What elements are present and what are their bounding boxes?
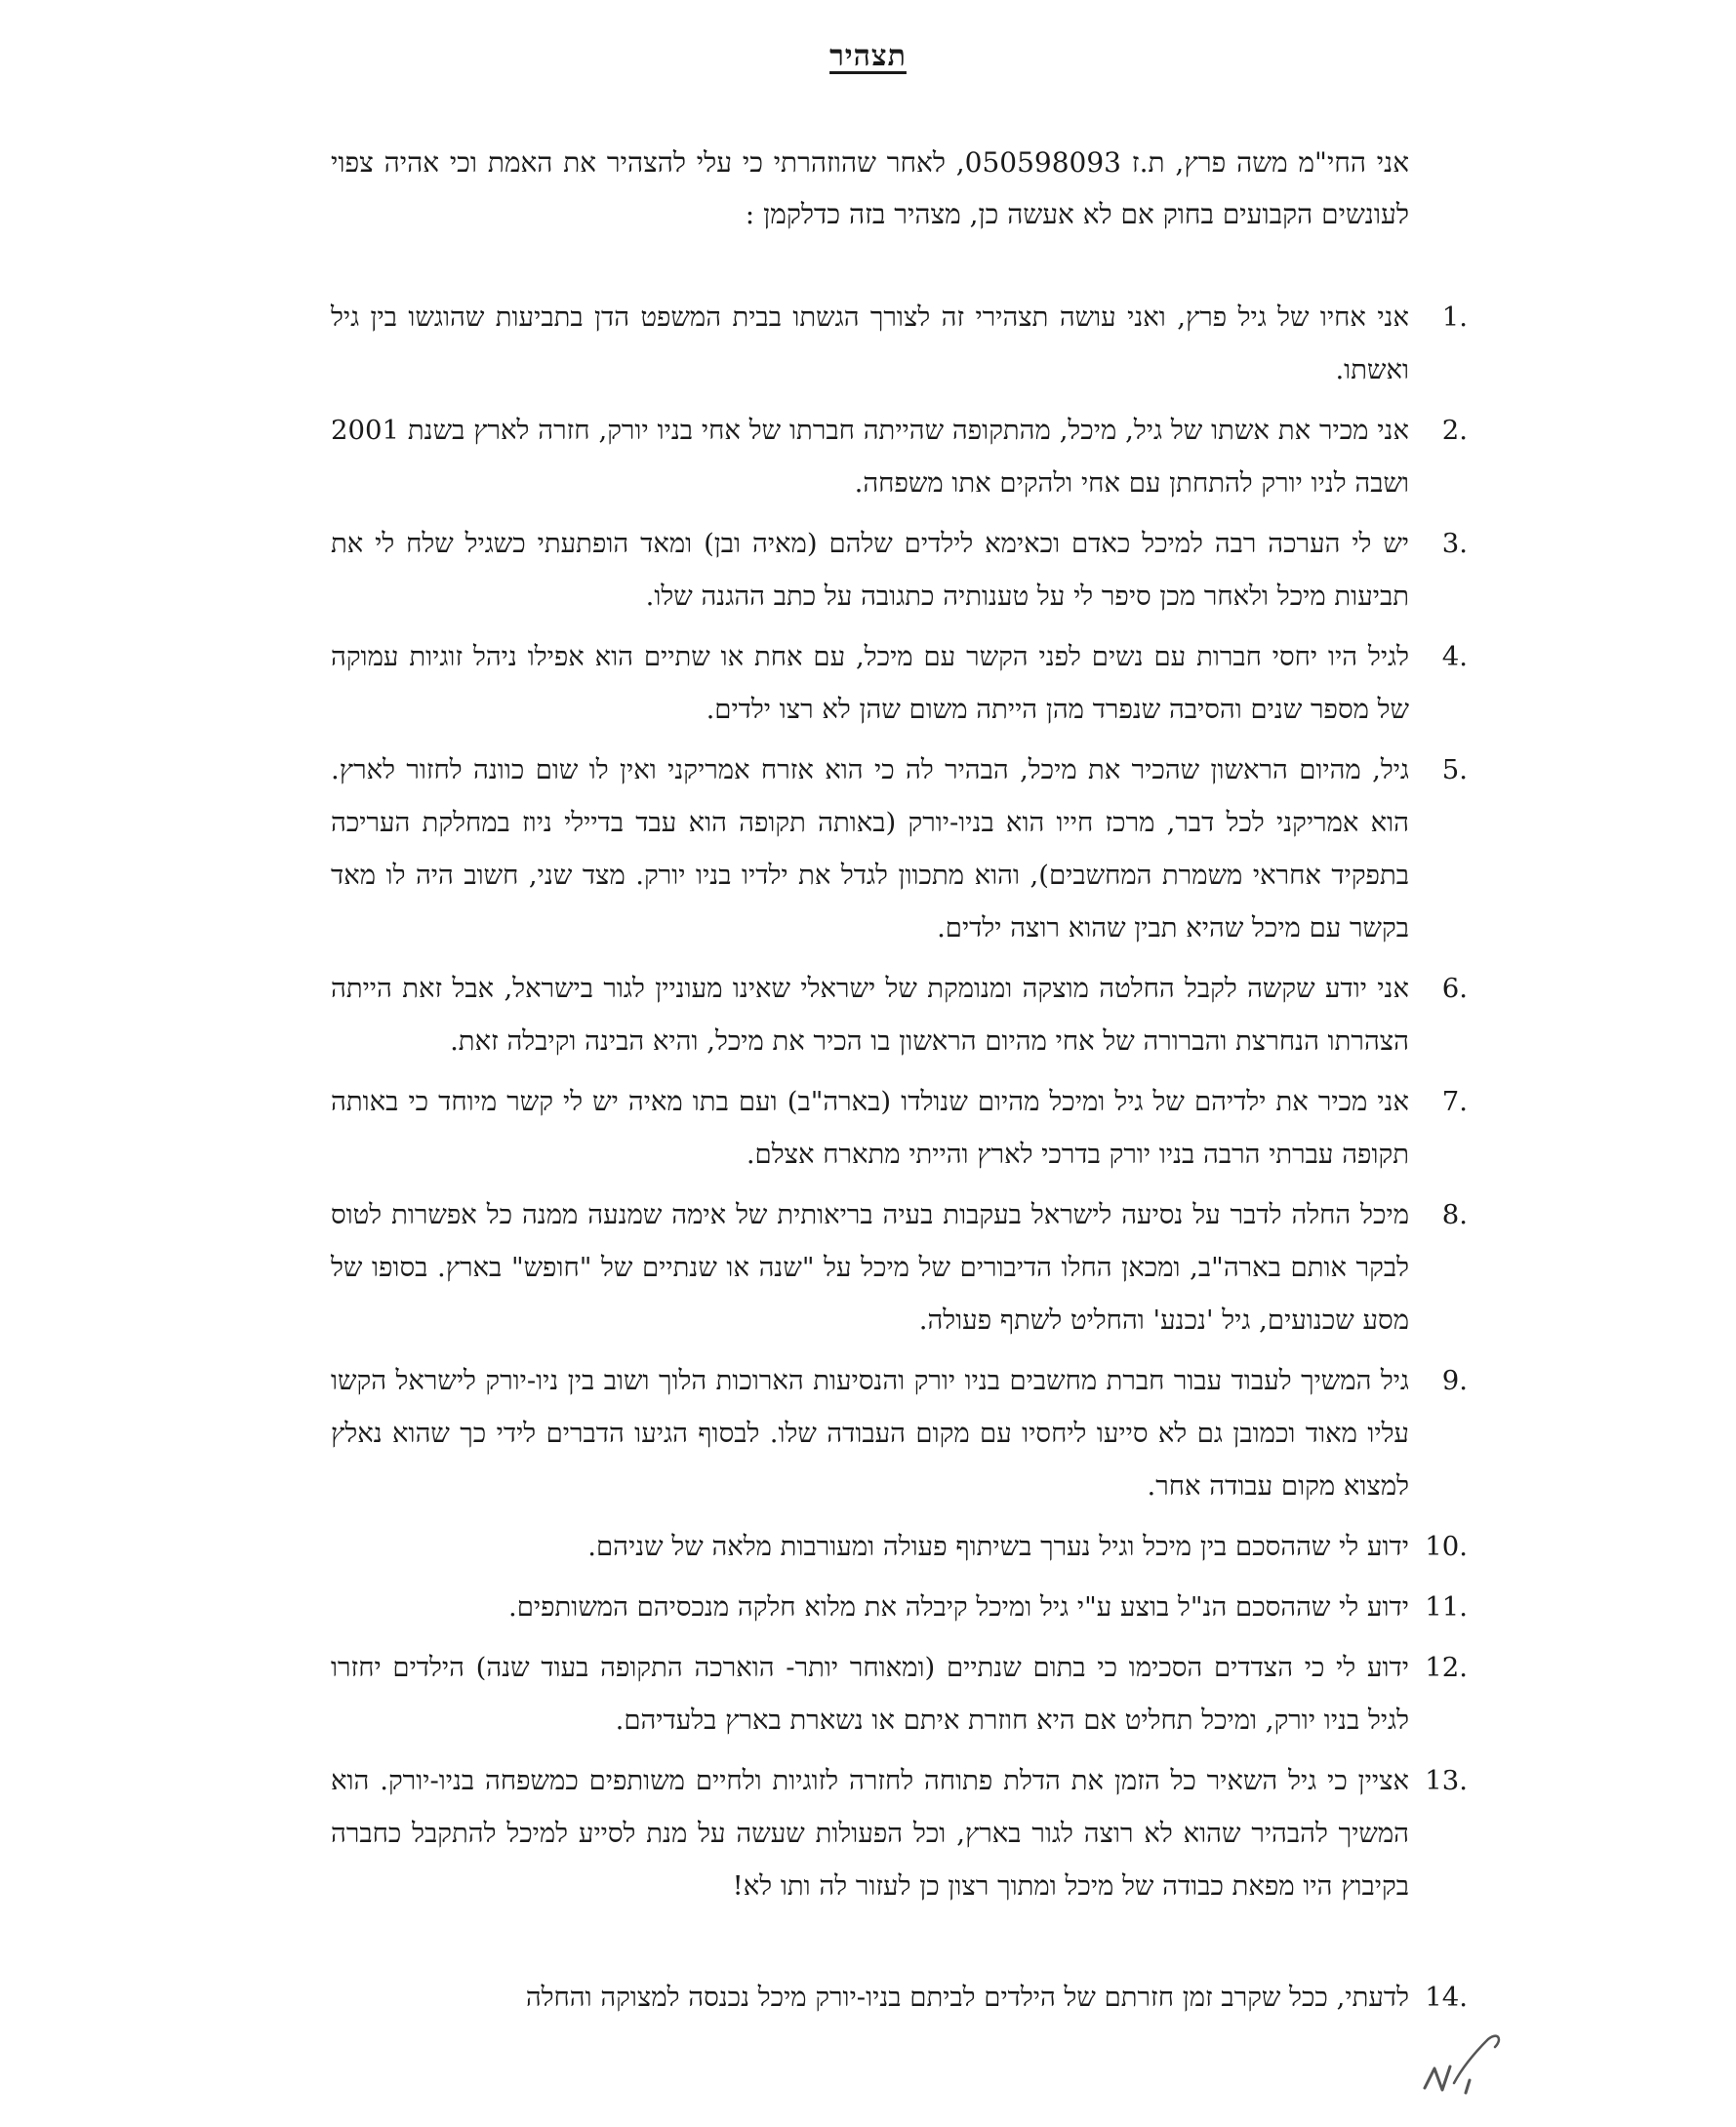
clause-item <box>331 404 1468 509</box>
clause-item <box>331 1971 1468 2024</box>
clause-item <box>331 743 1468 954</box>
clause-number: 14. <box>1425 1982 1468 2013</box>
clause-number: 13. <box>1425 1765 1468 1796</box>
clause-text: אני מכיר את אשתו של גיל, מיכל, מהתקופה שהייתה חברתו של אחי בניו יורק, חזרה לארץ בשנת 2001 ושבה לניו יורק להתחתן עם אחי ולהקים אתו משפחה. <box>331 415 1409 499</box>
clause-text: אני יודע שקשה לקבל החלטה מוצקה ומנומקת של ישראלי שאינו מעוניין לגור בישראל, אבל זאת הייתה הצהרתו הנחרצת והברורה של אחי מהיום הראשון בו הכיר את מיכל, והיא הבינה וקיבלה זאת. <box>331 973 1409 1057</box>
clause-number: 11. <box>1425 1591 1468 1623</box>
clause-number: 9. <box>1441 1365 1468 1396</box>
clause-text: לדעתי, ככל שקרב זמן חזרתם של הילדים לביתם בניו-יורק מיכל נכנסה למצוקה והחלה <box>525 1982 1409 2013</box>
clause-text: מיכל החלה לדבר על נסיעה לישראל בעקבות בעיה בריאותית של אימה שמנעה ממנה כל אפשרות לטוס לבקר אותם בארה"ב, ומכאן החלו הדיבורים של מיכל על "שנה או שנתיים של "חופש" בארץ. בסופו של מסע שכנועים, גיל 'נכנע' והחליט לשתף פעולה. <box>331 1199 1409 1336</box>
clause-text: אני מכיר את ילדיהם של גיל ומיכל מהיום שנולדו (בארה"ב) ועם בתו מאיה יש לי קשר מיוחד כי באותה תקופה עברתי הרבה בניו יורק בדרכי לארץ והייתי מתארח אצלם. <box>331 1086 1409 1170</box>
clause-number: 6. <box>1441 973 1468 1004</box>
clause-item <box>331 962 1468 1067</box>
clause-item <box>331 1520 1468 1573</box>
clause-item <box>331 291 1468 396</box>
clause-text: לגיל היו יחסי חברות עם נשים לפני הקשר עם מיכל, עם אחת או שתיים הוא אפילו ניהל זוגיות עמוקה של מספר שנים והסיבה שנפרד מהן הייתה משום שהן לא רצו ילדים. <box>331 641 1409 725</box>
clause-number: 3. <box>1441 528 1468 559</box>
clause-number: 8. <box>1441 1199 1468 1230</box>
clause-text: גיל המשיך לעבוד עבור חברת מחשבים בניו יורק והנסיעות הארוכות הלוך ושוב בין ניו-יורק לישראל הקשו עליו מאוד וכמובן גם לא סייעו ליחסיו עם מקום העבודה שלו. לבסוף הגיעו הדברים לידי כך שהוא נאלץ למצוא מקום עבודה אחר. <box>331 1365 1409 1502</box>
clause-text: אציין כי גיל השאיר כל הזמן את הדלת פתוחה לחזרה לזוגיות ולחיים משותפים כמשפחה בניו-יורק. הוא המשיך להבהיר שהוא לא רוצה לגור בארץ, וכל הפעולות שעשה על מנת לסייע למיכל להתקבל כחברה בקיבוץ היו מפאת כבודה של מיכל ומתוך רצון כן לעזור לה ותו לא! <box>331 1765 1409 1902</box>
clause-text: ידוע לי כי הצדדים הסכימו כי בתום שנתיים (ומאוחר יותר- הוארכה התקופה בעוד שנה) הילדים יחזרו לגיל בניו יורק, ומיכל תחליט אם היא חוזרת איתם או נשארת בארץ בלעדיהם. <box>331 1652 1409 1736</box>
clause-text: ידוע לי שההסכם הנ"ל בוצע ע"י גיל ומיכל קיבלה את מלוא חלקה מנכסיהם המשותפים. <box>507 1591 1409 1623</box>
clause-item <box>331 1641 1468 1746</box>
clause-number: 12. <box>1425 1652 1468 1683</box>
clause-item <box>331 1754 1468 1912</box>
clause-text: אני אחיו של גיל פרץ, ואני עושה תצהירי זה לצורך הגשתו בבית המשפט הדן בתביעות שהוגשו בין גיל ואשתו. <box>331 301 1409 385</box>
clause-item <box>331 630 1468 736</box>
clause-number: 5. <box>1441 754 1468 785</box>
clause-text: יש לי הערכה רבה למיכל כאדם וכאימא לילדים שלהם (מאיה ובן) ומאד הופתעתי כשגיל שלח לי את תביעות מיכל ולאחר מכן סיפר לי על טענותיה כתגובה על כתב ההגנה שלו. <box>331 528 1409 612</box>
numbered-clauses <box>331 291 1468 2024</box>
clause-number: 10. <box>1425 1531 1468 1562</box>
clause-item <box>331 517 1468 622</box>
clause-number: 1. <box>1441 301 1468 333</box>
clause-item <box>331 1354 1468 1512</box>
clause-item <box>331 1075 1468 1181</box>
clause-text: גיל, מהיום הראשון שהכיר את מיכל, הבהיר לה כי הוא אזרח אמריקני ואין לו שום כוונה לחזור לארץ. הוא אמריקני לכל דבר, מרכז חייו הוא בניו-יורק (באותה תקופה הוא עבד בדיילי ניוז במחלקת העריכה בתפקיד אחראי משמרת המחשבים), והוא מתכוון לגדל את ילדיו בניו יורק. מצד שני, חשוב היה לו מאד בקשר עם מיכל שהיא תבין שהוא רוצה ילדים. <box>331 754 1409 943</box>
clause-number: 2. <box>1441 415 1468 446</box>
intro-paragraph: אני החי"מ משה פרץ, ת.ז 050598093, לאחר שהוזהרתי כי עלי להצהיר את האמת וכי אהיה צפוי לעונשים הקבועים בחוק אם לא אעשה כן, מצהיר בזה כדלקמן : <box>331 146 1410 230</box>
document-title: תצהיר <box>829 39 907 73</box>
clause-item <box>331 1188 1468 1346</box>
clause-item <box>331 1581 1468 1633</box>
clause-number: 7. <box>1441 1086 1468 1117</box>
clause-text: ידוע לי שההסכם בין מיכל וגיל נערך בשיתוף פעולה ומעורבות מלאה של שניהם. <box>587 1531 1409 1562</box>
clause-number: 4. <box>1441 641 1468 672</box>
signature-initials <box>1405 2010 1513 2107</box>
